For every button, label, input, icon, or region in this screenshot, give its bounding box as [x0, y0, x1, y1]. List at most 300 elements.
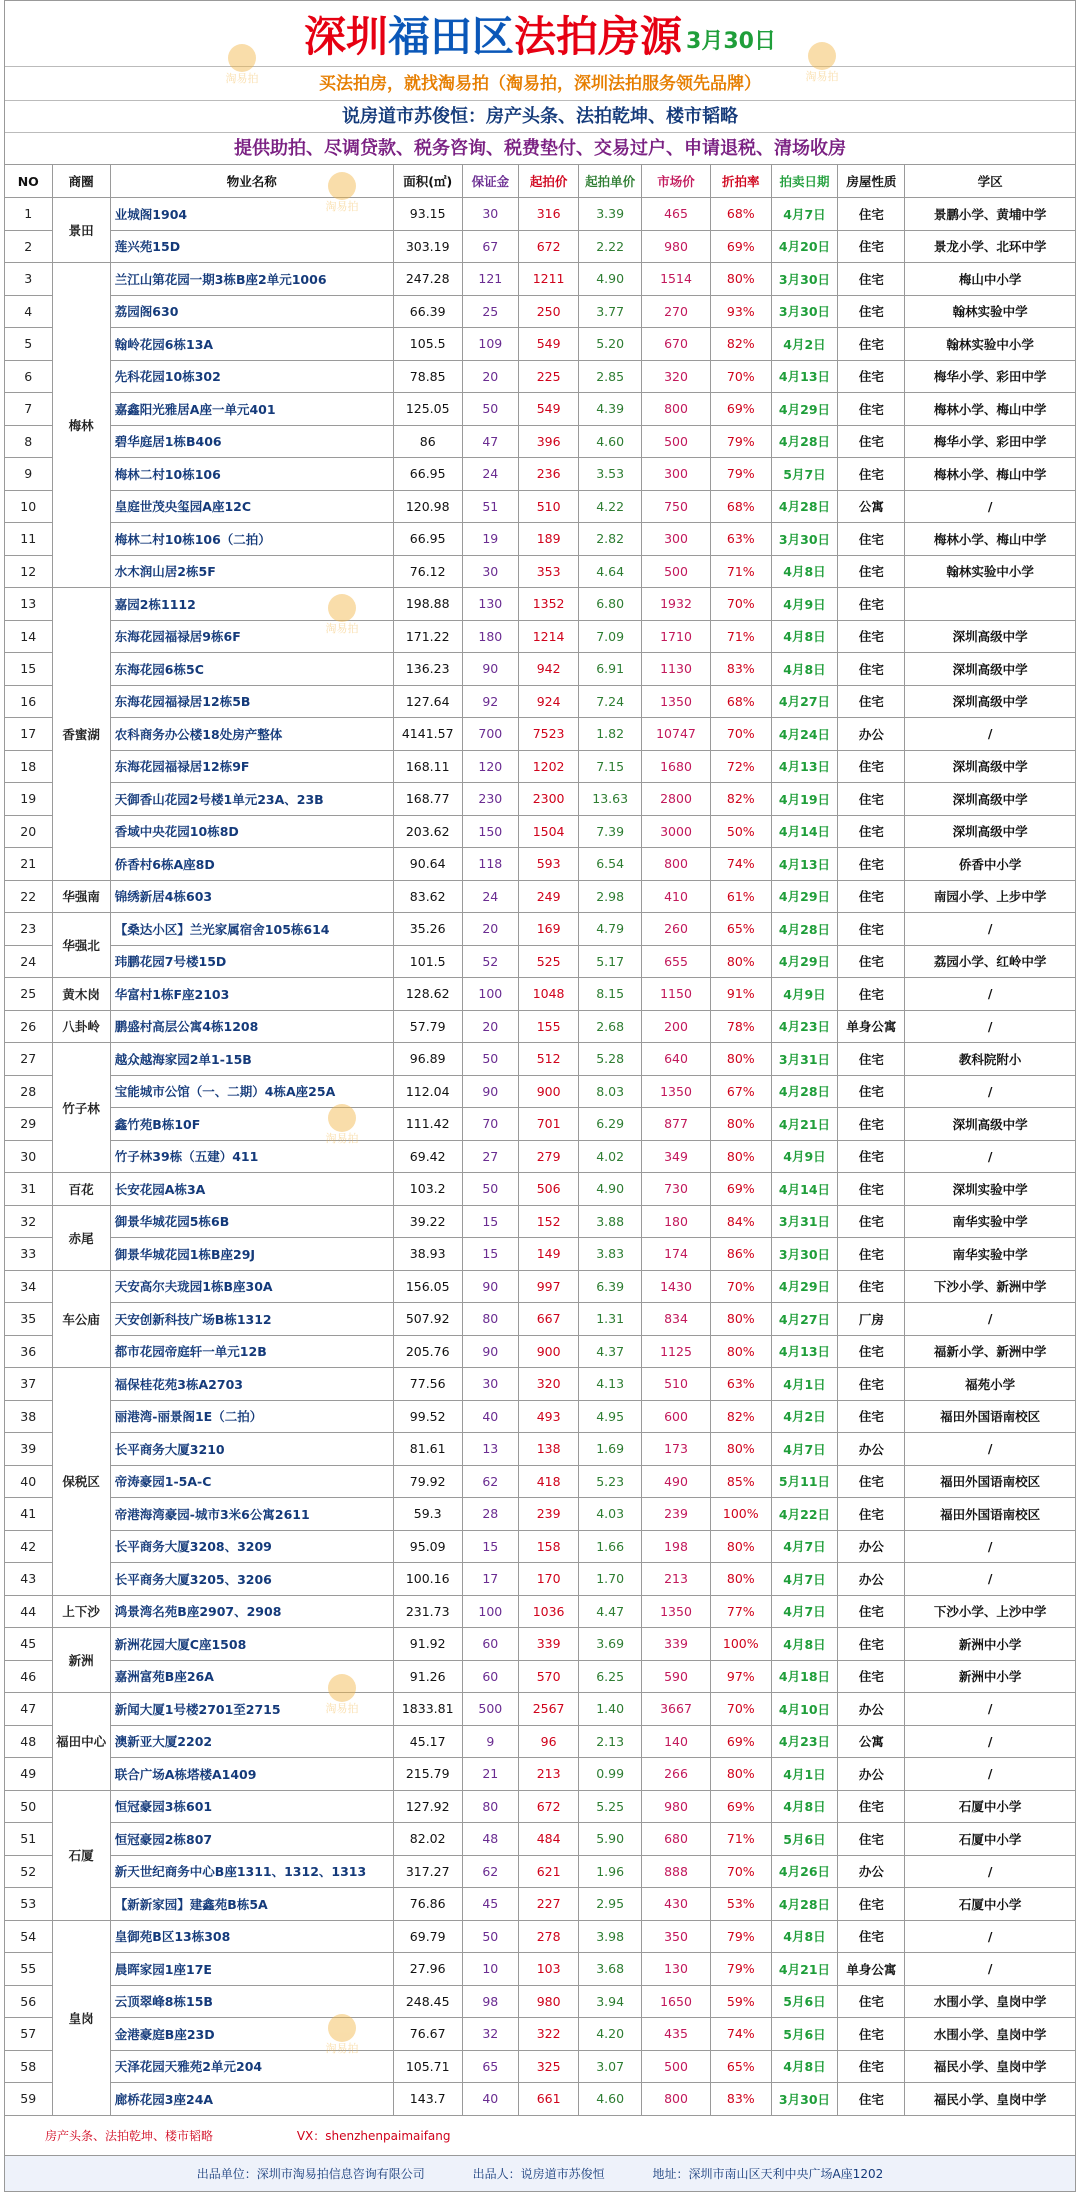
row-area: 华强北	[52, 913, 110, 978]
table-row	[5, 1140, 1076, 1173]
table-row	[5, 913, 1076, 946]
row-unit-price: 5.20	[579, 328, 642, 361]
row-start-price: 7523	[518, 718, 578, 751]
table-row	[5, 848, 1076, 881]
row-no: 39	[5, 1433, 53, 1466]
row-size: 81.61	[393, 1433, 462, 1466]
table-row	[5, 783, 1076, 816]
row-property: 鑫竹苑B栋10F	[110, 1108, 393, 1141]
row-auction-date: 4月13日	[771, 360, 838, 393]
row-no: 8	[5, 425, 53, 458]
row-no: 17	[5, 718, 53, 751]
row-auction-date: 4月2日	[771, 328, 838, 361]
title-district: 福田区	[388, 11, 515, 61]
row-size: 111.42	[393, 1108, 462, 1141]
row-discount: 79%	[711, 1953, 771, 1986]
row-size: 59.3	[393, 1498, 462, 1531]
row-start-price: 279	[518, 1140, 578, 1173]
row-discount: 100%	[711, 1628, 771, 1661]
col-discount: 折拍率	[711, 165, 771, 198]
row-deposit: 40	[462, 1400, 518, 1433]
row-area: 福田中心	[52, 1693, 110, 1791]
row-size: 125.05	[393, 393, 462, 426]
row-property: 新洲花园大厦C座1508	[110, 1628, 393, 1661]
row-size: 66.39	[393, 295, 462, 328]
row-discount: 63%	[711, 1368, 771, 1401]
row-no: 32	[5, 1205, 53, 1238]
row-auction-date: 4月23日	[771, 1725, 838, 1758]
row-unit-price: 3.53	[579, 458, 642, 491]
table-row	[5, 1595, 1076, 1628]
row-property: 【新新家园】建鑫苑B栋5A	[110, 1888, 393, 1921]
row-size: 247.28	[393, 263, 462, 296]
row-start-price: 325	[518, 2050, 578, 2083]
row-type: 办公	[838, 1433, 905, 1466]
row-school: 新洲中小学	[905, 1628, 1076, 1661]
row-unit-price: 1.31	[579, 1303, 642, 1336]
row-size: 69.42	[393, 1140, 462, 1173]
row-property: 翰岭花园6栋13A	[110, 328, 393, 361]
row-deposit: 118	[462, 848, 518, 881]
row-property: 天泽花园天雅苑2单元204	[110, 2050, 393, 2083]
row-no: 46	[5, 1660, 53, 1693]
row-market-price: 680	[641, 1823, 710, 1856]
row-auction-date: 4月10日	[771, 1693, 838, 1726]
row-unit-price: 1.69	[579, 1433, 642, 1466]
row-deposit: 50	[462, 1920, 518, 1953]
row-no: 10	[5, 490, 53, 523]
row-market-price: 980	[641, 1790, 710, 1823]
row-market-price: 1514	[641, 263, 710, 296]
row-deposit: 24	[462, 458, 518, 491]
row-deposit: 27	[462, 1140, 518, 1173]
row-size: 96.89	[393, 1043, 462, 1076]
table-header-row	[5, 165, 1076, 198]
row-school: 福民小学、皇岗中学	[905, 2050, 1076, 2083]
row-auction-date: 4月8日	[771, 2050, 838, 2083]
row-auction-date: 4月28日	[771, 1075, 838, 1108]
row-type: 住宅	[838, 685, 905, 718]
row-type: 住宅	[838, 295, 905, 328]
row-market-price: 1932	[641, 588, 710, 621]
row-school: /	[905, 1953, 1076, 1986]
row-type: 住宅	[838, 945, 905, 978]
row-size: 128.62	[393, 978, 462, 1011]
table-row	[5, 1985, 1076, 2018]
row-size: 91.26	[393, 1660, 462, 1693]
row-no: 58	[5, 2050, 53, 2083]
row-size: 4141.57	[393, 718, 462, 751]
row-deposit: 24	[462, 880, 518, 913]
row-auction-date: 4月7日	[771, 1433, 838, 1466]
row-no: 4	[5, 295, 53, 328]
row-type: 住宅	[838, 1140, 905, 1173]
row-start-price: 2300	[518, 783, 578, 816]
row-property: 御景华城花园5栋6B	[110, 1205, 393, 1238]
row-property: 水木润山居2栋5F	[110, 555, 393, 588]
row-discount: 59%	[711, 1985, 771, 2018]
row-discount: 65%	[711, 2050, 771, 2083]
row-market-price: 465	[641, 198, 710, 231]
row-auction-date: 3月30日	[771, 523, 838, 556]
row-market-price: 200	[641, 1010, 710, 1043]
row-market-price: 320	[641, 360, 710, 393]
row-size: 105.71	[393, 2050, 462, 2083]
row-auction-date: 4月1日	[771, 1368, 838, 1401]
row-type: 住宅	[838, 2083, 905, 2116]
row-market-price: 670	[641, 328, 710, 361]
row-type: 住宅	[838, 1108, 905, 1141]
row-unit-price: 2.82	[579, 523, 642, 556]
row-discount: 69%	[711, 1790, 771, 1823]
table-row	[5, 1888, 1076, 1921]
row-deposit: 67	[462, 230, 518, 263]
row-market-price: 800	[641, 848, 710, 881]
row-start-price: 672	[518, 230, 578, 263]
svg-text:淘易拍: 淘易拍	[325, 1132, 359, 1145]
svg-text:淘易拍: 淘易拍	[805, 70, 839, 83]
row-school: 深圳高级中学	[905, 620, 1076, 653]
row-school: /	[905, 1563, 1076, 1596]
row-school: 南园小学、上步中学	[905, 880, 1076, 913]
row-auction-date: 4月29日	[771, 393, 838, 426]
row-discount: 79%	[711, 1920, 771, 1953]
row-property: 新天世纪商务中心B座1311、1312、1313	[110, 1855, 393, 1888]
row-market-price: 10747	[641, 718, 710, 751]
row-no: 49	[5, 1758, 53, 1791]
row-type: 住宅	[838, 1043, 905, 1076]
row-auction-date: 4月7日	[771, 1563, 838, 1596]
row-deposit: 20	[462, 1010, 518, 1043]
row-no: 48	[5, 1725, 53, 1758]
col-property: 物业名称	[110, 165, 393, 198]
row-school: 下沙小学、新洲中学	[905, 1270, 1076, 1303]
row-property: 东海花园福禄居9栋6F	[110, 620, 393, 653]
row-school: 梅山中小学	[905, 263, 1076, 296]
author-line: 说房道市苏俊恒：房产头条、法拍乾坤、楼市韬略	[5, 100, 1075, 132]
row-property: 恒冠豪园2栋807	[110, 1823, 393, 1856]
row-start-price: 227	[518, 1888, 578, 1921]
row-discount: 82%	[711, 783, 771, 816]
row-market-price: 339	[641, 1628, 710, 1661]
row-discount: 70%	[711, 1270, 771, 1303]
row-school: /	[905, 1075, 1076, 1108]
row-school: 教科院附小	[905, 1043, 1076, 1076]
row-market-price: 1130	[641, 653, 710, 686]
row-discount: 100%	[711, 1498, 771, 1531]
row-type: 公寓	[838, 1725, 905, 1758]
row-property: 长平商务大厦3208、3209	[110, 1530, 393, 1563]
row-discount: 84%	[711, 1205, 771, 1238]
row-property: 廊桥花园3座24A	[110, 2083, 393, 2116]
row-market-price: 800	[641, 393, 710, 426]
row-auction-date: 4月29日	[771, 1270, 838, 1303]
table-row	[5, 523, 1076, 556]
row-size: 86	[393, 425, 462, 458]
row-area: 梅林	[52, 263, 110, 588]
row-no: 42	[5, 1530, 53, 1563]
row-start-price: 510	[518, 490, 578, 523]
row-market-price: 410	[641, 880, 710, 913]
table-row	[5, 1530, 1076, 1563]
row-no: 29	[5, 1108, 53, 1141]
row-no: 38	[5, 1400, 53, 1433]
table-row	[5, 718, 1076, 751]
row-discount: 71%	[711, 620, 771, 653]
col-type: 房屋性质	[838, 165, 905, 198]
table-row	[5, 328, 1076, 361]
row-discount: 83%	[711, 2083, 771, 2116]
row-school: 石厦中小学	[905, 1888, 1076, 1921]
row-school: /	[905, 1920, 1076, 1953]
row-start-price: 239	[518, 1498, 578, 1531]
row-start-price: 316	[518, 198, 578, 231]
row-deposit: 40	[462, 2083, 518, 2116]
row-school: 深圳高级中学	[905, 750, 1076, 783]
row-type: 住宅	[838, 230, 905, 263]
table-body	[5, 198, 1076, 2116]
row-discount: 79%	[711, 458, 771, 491]
row-deposit: 50	[462, 393, 518, 426]
row-market-price: 500	[641, 425, 710, 458]
row-property: 玮鹏花园7号楼15D	[110, 945, 393, 978]
row-start-price: 701	[518, 1108, 578, 1141]
row-start-price: 213	[518, 1758, 578, 1791]
row-type: 单身公寓	[838, 1953, 905, 1986]
table-row	[5, 750, 1076, 783]
row-size: 1833.81	[393, 1693, 462, 1726]
row-discount: 86%	[711, 1238, 771, 1271]
row-discount: 82%	[711, 328, 771, 361]
row-market-price: 350	[641, 1920, 710, 1953]
row-school: 景鹏小学、黄埔中学	[905, 198, 1076, 231]
row-discount: 97%	[711, 1660, 771, 1693]
row-unit-price: 7.24	[579, 685, 642, 718]
table-row	[5, 555, 1076, 588]
row-no: 7	[5, 393, 53, 426]
row-no: 55	[5, 1953, 53, 1986]
row-auction-date: 4月8日	[771, 620, 838, 653]
row-type: 办公	[838, 1563, 905, 1596]
svg-text:淘易拍: 淘易拍	[225, 72, 259, 85]
row-type: 住宅	[838, 1920, 905, 1953]
row-discount: 80%	[711, 1433, 771, 1466]
row-auction-date: 5月11日	[771, 1465, 838, 1498]
row-start-price: 339	[518, 1628, 578, 1661]
row-property: 兰江山第花园一期3栋B座2单元1006	[110, 263, 393, 296]
row-property: 梅林二村10栋106	[110, 458, 393, 491]
row-property: 澳新亚大厦2202	[110, 1725, 393, 1758]
row-property: 嘉洲富苑B座26A	[110, 1660, 393, 1693]
row-property: 天安高尔夫珑园1栋B座30A	[110, 1270, 393, 1303]
row-auction-date: 4月26日	[771, 1855, 838, 1888]
row-school: 福田外国语南校区	[905, 1465, 1076, 1498]
row-size: 27.96	[393, 1953, 462, 1986]
row-start-price: 250	[518, 295, 578, 328]
row-auction-date: 4月8日	[771, 1628, 838, 1661]
row-unit-price: 3.83	[579, 1238, 642, 1271]
row-start-price: 900	[518, 1075, 578, 1108]
row-auction-date: 4月2日	[771, 1400, 838, 1433]
row-size: 171.22	[393, 620, 462, 653]
table-row	[5, 653, 1076, 686]
row-type: 住宅	[838, 523, 905, 556]
footer-publisher: 出品单位：深圳市淘易拍信息咨询有限公司	[196, 2166, 425, 2181]
row-unit-price: 4.64	[579, 555, 642, 588]
row-deposit: 15	[462, 1205, 518, 1238]
row-start-price: 1036	[518, 1595, 578, 1628]
row-school: /	[905, 1693, 1076, 1726]
col-auction-date: 拍卖日期	[771, 165, 838, 198]
row-unit-price: 2.85	[579, 360, 642, 393]
row-unit-price: 7.09	[579, 620, 642, 653]
row-start-price: 152	[518, 1205, 578, 1238]
row-type: 住宅	[838, 1400, 905, 1433]
row-start-price: 484	[518, 1823, 578, 1856]
row-property: 侨香村6栋A座8D	[110, 848, 393, 881]
row-property: 鸿景湾名苑B座2907、2908	[110, 1595, 393, 1628]
row-unit-price: 4.90	[579, 263, 642, 296]
row-auction-date: 5月6日	[771, 1985, 838, 2018]
row-size: 303.19	[393, 230, 462, 263]
row-no: 25	[5, 978, 53, 1011]
row-market-price: 600	[641, 1400, 710, 1433]
row-school: 梅林小学、梅山中学	[905, 458, 1076, 491]
row-type: 住宅	[838, 1238, 905, 1271]
row-type: 办公	[838, 1855, 905, 1888]
table-row	[5, 1075, 1076, 1108]
table-row	[5, 1920, 1076, 1953]
row-school: 新洲中小学	[905, 1660, 1076, 1693]
svg-text:淘易拍: 淘易拍	[325, 622, 359, 635]
row-market-price: 266	[641, 1758, 710, 1791]
row-unit-price: 1.70	[579, 1563, 642, 1596]
listing-table	[4, 164, 1076, 2116]
row-school: 梅林小学、梅山中学	[905, 523, 1076, 556]
row-school: /	[905, 913, 1076, 946]
row-unit-price: 4.02	[579, 1140, 642, 1173]
table-row	[5, 360, 1076, 393]
row-discount: 82%	[711, 1400, 771, 1433]
row-property: 联合广场A栋塔楼A1409	[110, 1758, 393, 1791]
row-school: 深圳高级中学	[905, 783, 1076, 816]
row-start-price: 322	[518, 2018, 578, 2051]
row-market-price: 435	[641, 2018, 710, 2051]
row-property: 长平商务大厦3205、3206	[110, 1563, 393, 1596]
row-auction-date: 3月31日	[771, 1205, 838, 1238]
row-no: 23	[5, 913, 53, 946]
row-property: 梅林二村10栋106（二拍）	[110, 523, 393, 556]
row-property: 都市花园帝庭轩一单元12B	[110, 1335, 393, 1368]
row-discount: 70%	[711, 1693, 771, 1726]
row-property: 帝涛豪园1-5A-C	[110, 1465, 393, 1498]
row-unit-price: 4.13	[579, 1368, 642, 1401]
row-market-price: 590	[641, 1660, 710, 1693]
row-unit-price: 3.68	[579, 1953, 642, 1986]
row-size: 78.85	[393, 360, 462, 393]
row-deposit: 92	[462, 685, 518, 718]
row-auction-date: 4月20日	[771, 230, 838, 263]
svg-text:淘易拍: 淘易拍	[325, 200, 359, 213]
row-property: 帝港海湾豪园-城市3米6公寓2611	[110, 1498, 393, 1531]
row-type: 住宅	[838, 1628, 905, 1661]
row-school: 深圳高级中学	[905, 1108, 1076, 1141]
row-deposit: 25	[462, 295, 518, 328]
row-no: 43	[5, 1563, 53, 1596]
row-discount: 80%	[711, 1140, 771, 1173]
row-property: 莲兴苑15D	[110, 230, 393, 263]
row-market-price: 1350	[641, 685, 710, 718]
row-unit-price: 7.39	[579, 815, 642, 848]
row-school: 南华实验中学	[905, 1238, 1076, 1271]
row-property: 皇御苑B区13栋308	[110, 1920, 393, 1953]
table-row	[5, 1693, 1076, 1726]
row-unit-price: 6.29	[579, 1108, 642, 1141]
row-no: 12	[5, 555, 53, 588]
row-market-price: 750	[641, 490, 710, 523]
row-discount: 68%	[711, 490, 771, 523]
row-auction-date: 3月31日	[771, 1043, 838, 1076]
row-property: 业城阁1904	[110, 198, 393, 231]
row-no: 26	[5, 1010, 53, 1043]
table-row	[5, 1335, 1076, 1368]
row-size: 45.17	[393, 1725, 462, 1758]
row-auction-date: 4月9日	[771, 1140, 838, 1173]
row-size: 156.05	[393, 1270, 462, 1303]
row-school: 福苑小学	[905, 1368, 1076, 1401]
row-school: /	[905, 1010, 1076, 1043]
row-discount: 80%	[711, 1563, 771, 1596]
row-unit-price: 1.82	[579, 718, 642, 751]
row-school: 下沙小学、上沙中学	[905, 1595, 1076, 1628]
row-size: 231.73	[393, 1595, 462, 1628]
row-start-price: 1352	[518, 588, 578, 621]
row-unit-price: 2.22	[579, 230, 642, 263]
row-size: 66.95	[393, 523, 462, 556]
table-row	[5, 588, 1076, 621]
row-type: 办公	[838, 1758, 905, 1791]
row-type: 住宅	[838, 1270, 905, 1303]
row-unit-price: 3.07	[579, 2050, 642, 2083]
row-start-price: 236	[518, 458, 578, 491]
row-start-price: 418	[518, 1465, 578, 1498]
row-property: 东海花园6栋5C	[110, 653, 393, 686]
row-school: 水围小学、皇岗中学	[905, 1985, 1076, 2018]
row-auction-date: 4月7日	[771, 1595, 838, 1628]
row-deposit: 98	[462, 1985, 518, 2018]
row-deposit: 32	[462, 2018, 518, 2051]
row-unit-price: 5.17	[579, 945, 642, 978]
row-discount: 80%	[711, 1530, 771, 1563]
row-auction-date: 4月27日	[771, 1303, 838, 1336]
row-school: /	[905, 1758, 1076, 1791]
row-discount: 53%	[711, 1888, 771, 1921]
table-row	[5, 2018, 1076, 2051]
row-discount: 91%	[711, 978, 771, 1011]
row-unit-price: 1.66	[579, 1530, 642, 1563]
row-school: 福新小学、新洲中学	[905, 1335, 1076, 1368]
row-discount: 68%	[711, 685, 771, 718]
row-school: /	[905, 718, 1076, 751]
row-no: 27	[5, 1043, 53, 1076]
row-size: 82.02	[393, 1823, 462, 1856]
row-no: 44	[5, 1595, 53, 1628]
row-auction-date: 4月7日	[771, 1530, 838, 1563]
row-start-price: 661	[518, 2083, 578, 2116]
row-start-price: 225	[518, 360, 578, 393]
row-unit-price: 6.80	[579, 588, 642, 621]
row-school: 翰林实验中学	[905, 295, 1076, 328]
